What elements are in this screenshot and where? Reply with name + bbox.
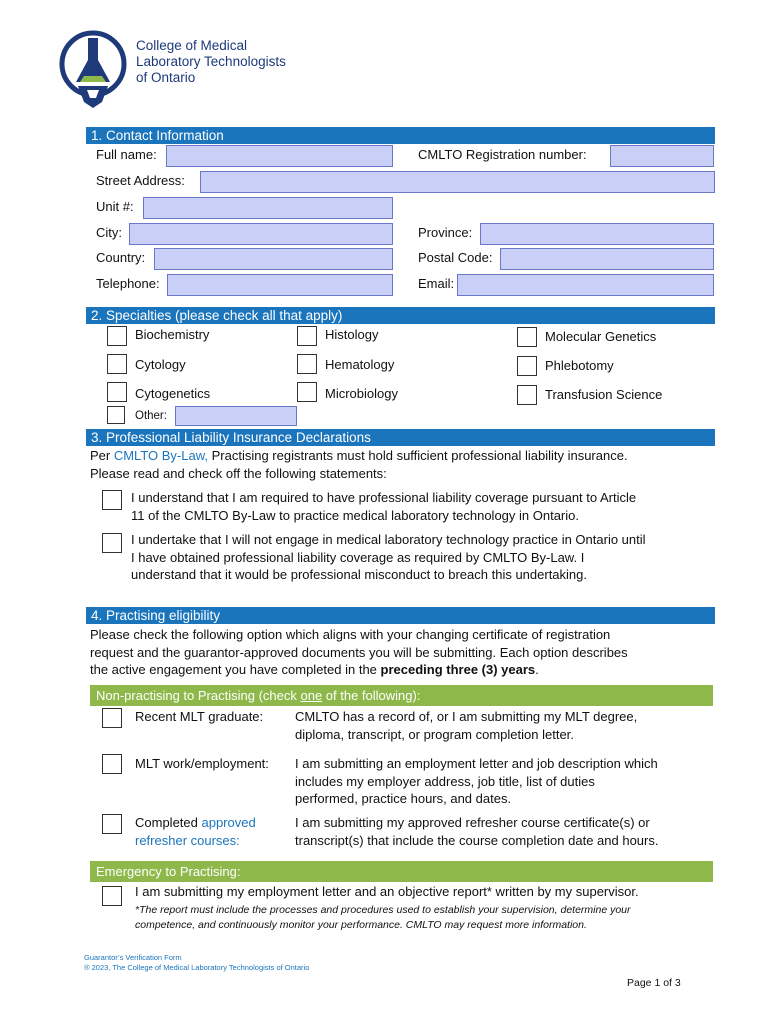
- opt2-line1: I am submitting an employment letter and job description which: [295, 756, 658, 771]
- label-cytogenetics: Cytogenetics: [135, 386, 211, 401]
- intro-line2: Please read and check off the following statements:: [90, 465, 387, 481]
- checkbox-microbiology[interactable]: [297, 382, 317, 402]
- checkbox-cytogenetics[interactable]: [107, 382, 127, 402]
- checkbox-phlebotomy[interactable]: [517, 356, 537, 376]
- opt1-description: [295, 708, 637, 743]
- stmt2-line1: I undertake that I will not engage in medical laboratory technology practice in Ontario until: [131, 532, 646, 547]
- opt2-line2: includes my employer address, job title, list of duties: [295, 773, 595, 789]
- telephone-input[interactable]: [167, 274, 393, 296]
- street-input[interactable]: [200, 171, 715, 193]
- section3-title: 3. Professional Liability Insurance Declarations: [86, 429, 715, 446]
- label-molecular-genetics: Molecular Genetics: [545, 329, 657, 344]
- np-bar-one: one: [300, 688, 323, 703]
- checkbox-statement-1[interactable]: [102, 490, 122, 510]
- label-cytology: Cytology: [135, 357, 186, 372]
- checkbox-recent-graduate[interactable]: [102, 708, 122, 728]
- np-bar-post: of the following):: [322, 688, 421, 703]
- cmlto-bylaw-link[interactable]: CMLTO By-Law,: [113, 448, 208, 463]
- checkbox-cytology[interactable]: [107, 354, 127, 374]
- opt3-line2: transcript(s) that include the course completion date and hours.: [295, 832, 659, 848]
- label-biochemistry: Biochemistry: [135, 327, 210, 342]
- country-label: Country:: [96, 250, 146, 265]
- page-number: Page 1 of 3: [627, 977, 681, 989]
- s4-intro-line3-post: .: [535, 662, 539, 677]
- unit-input[interactable]: [143, 197, 393, 219]
- unit-label: Unit #:: [96, 199, 134, 214]
- opt3-label-pre: Completed: [135, 815, 202, 830]
- section3-intro: [90, 447, 628, 482]
- checkbox-transfusion-science[interactable]: [517, 385, 537, 405]
- label-phlebotomy: Phlebotomy: [545, 358, 614, 373]
- email-input[interactable]: [457, 274, 714, 296]
- province-label: Province:: [418, 225, 473, 240]
- opt1-line2: diploma, transcript, or program completion letter.: [295, 726, 574, 742]
- statement-2: [131, 531, 646, 584]
- postal-input[interactable]: [500, 248, 714, 270]
- stmt2-line3: understand that it would be professional misconduct to breach this undertaking.: [131, 567, 587, 582]
- opt3-description: [295, 814, 658, 849]
- org-name: [136, 38, 286, 86]
- section1-title: 1. Contact Information: [86, 127, 715, 144]
- province-input[interactable]: [480, 223, 714, 245]
- full-name-input[interactable]: [166, 145, 393, 167]
- label-hematology: Hematology: [325, 357, 395, 372]
- stmt1-line1: I understand that I am required to have professional liability coverage pursuant to Article: [131, 490, 637, 505]
- opt2-description: [295, 755, 658, 808]
- city-label: City:: [96, 225, 122, 240]
- label-transfusion-science: Transfusion Science: [545, 387, 663, 402]
- reg-number-input[interactable]: [610, 145, 714, 167]
- note-line2: competence, and continuously monitor your performance. CMLTO may request more information.: [135, 919, 587, 931]
- cmlto-logo: [58, 24, 128, 110]
- email-label: Email:: [418, 276, 455, 291]
- np-bar-pre: Non-practising to Practising (check: [96, 688, 301, 703]
- label-microbiology: Microbiology: [325, 386, 398, 401]
- label-refresher: [135, 814, 256, 849]
- intro-per: Per: [90, 448, 114, 463]
- emergency-statement: I am submitting my employment letter and an objective report* written by my supervisor.: [135, 884, 639, 899]
- postal-label: Postal Code:: [418, 250, 493, 265]
- s4-intro-line1: Please check the following option which aligns with your changing certificate of registration: [90, 627, 611, 642]
- note-line1: *The report must include the processes and procedures used to establish your supervision, determine your: [135, 904, 631, 916]
- supervisor-report-note: [135, 903, 631, 933]
- footer-copyright: ® 2023, The College of Medical Laboratory Technologists of Ontario: [84, 963, 310, 972]
- country-input[interactable]: [154, 248, 393, 270]
- telephone-label: Telephone:: [96, 276, 160, 291]
- checkbox-emergency[interactable]: [102, 886, 122, 906]
- intro-rest: Practising registrants must hold sufficient professional liability insurance.: [208, 448, 628, 463]
- opt3-line1: I am submitting my approved refresher course certificate(s) or: [295, 815, 650, 830]
- checkbox-other[interactable]: [107, 406, 125, 424]
- opt2-line3: performed, practice hours, and dates.: [295, 791, 512, 806]
- street-label: Street Address:: [96, 173, 185, 188]
- emergency-bar: Emergency to Practising:: [90, 861, 713, 882]
- reg-number-label: CMLTO Registration number:: [418, 147, 587, 162]
- s4-intro-line2: request and the guarantor-approved documents you will be submitting. Each option describes: [90, 644, 628, 660]
- stmt2-line2: I have obtained professional liability coverage as required by CMLTO By-Law. I: [131, 549, 585, 565]
- full-name-label: Full name:: [96, 147, 157, 162]
- statement-1: [131, 489, 636, 524]
- checkbox-statement-2[interactable]: [102, 533, 122, 553]
- checkbox-biochemistry[interactable]: [107, 326, 127, 346]
- stmt1-line2: 11 of the CMLTO By-Law to practice medical laboratory technology in Ontario.: [131, 507, 579, 523]
- checkbox-refresher[interactable]: [102, 814, 122, 834]
- label-other: Other:: [135, 410, 167, 422]
- opt1-line1: CMLTO has a record of, or I am submitting my MLT degree,: [295, 709, 638, 724]
- org-name-line3: of Ontario: [136, 70, 196, 85]
- label-mlt-work: MLT work/employment:: [135, 756, 269, 771]
- checkbox-molecular-genetics[interactable]: [517, 327, 537, 347]
- section4-intro: [90, 626, 628, 679]
- footer-info: [84, 953, 309, 973]
- s4-intro-line3-pre: the active engagement you have completed in the: [90, 662, 381, 677]
- approved-link[interactable]: approved: [201, 815, 256, 830]
- checkbox-histology[interactable]: [297, 326, 317, 346]
- label-histology: Histology: [325, 327, 379, 342]
- label-recent-graduate: Recent MLT graduate:: [135, 709, 264, 724]
- other-input[interactable]: [175, 406, 297, 426]
- refresher-courses-link[interactable]: refresher courses:: [135, 832, 240, 848]
- section4-title: 4. Practising eligibility: [86, 607, 715, 624]
- non-practising-bar: [90, 685, 713, 706]
- footer-form-name: Guarantor’s Verification Form: [84, 953, 182, 962]
- s4-intro-line3-bold: preceding three (3) years: [380, 662, 536, 677]
- org-name-line1: College of Medical: [136, 38, 248, 53]
- checkbox-hematology[interactable]: [297, 354, 317, 374]
- org-name-line2: Laboratory Technologists: [136, 54, 286, 69]
- city-input[interactable]: [129, 223, 393, 245]
- checkbox-mlt-work[interactable]: [102, 754, 122, 774]
- section2-title: 2. Specialties (please check all that apply): [86, 307, 715, 324]
